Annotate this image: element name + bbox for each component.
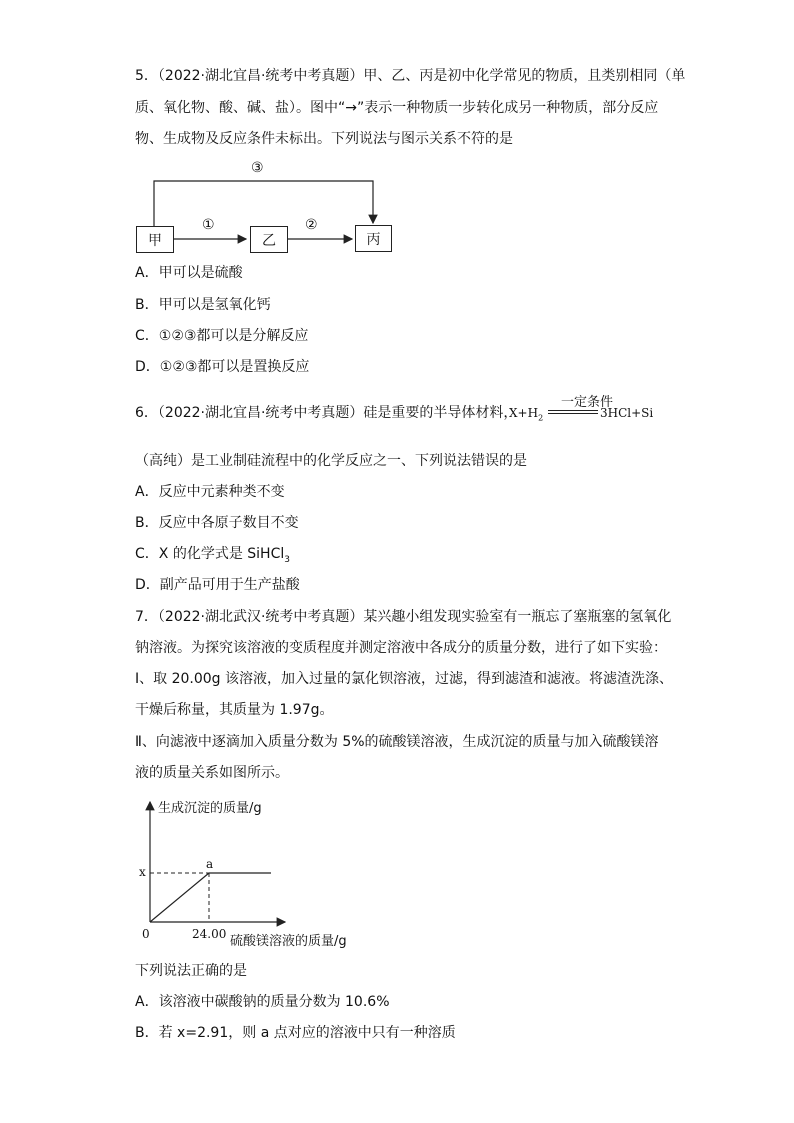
q7-stem-line-3: I、取 20.00g 该溶液，加入过量的氯化钡溶液，过滤，得到滤渣和滤液。将滤渣洗涤、 [135, 671, 673, 687]
q5-option-d: D．①②③都可以是置换反应 [135, 359, 310, 375]
x-tick-label: 24.00 [192, 927, 227, 941]
q7-stem-line-1: 7．（2022·湖北武汉·统考中考真题）某兴趣小组发现实验室有一瓶忘了塞瓶塞的氢氧化 [135, 609, 672, 625]
y-axis-label: 生成沉淀的质量/g [158, 801, 262, 816]
point-a-label: a [206, 857, 214, 871]
rising-segment [150, 873, 209, 922]
equation-right: 3HCl+Si [600, 406, 654, 420]
diagram-label-2: ② [305, 217, 318, 233]
q7-stem-line-4: 干燥后称量，其质量为 1.97g。 [135, 702, 334, 718]
q6-option-d: D．副产品可用于生产盐酸 [135, 577, 300, 593]
q6-option-c: C．X 的化学式是 SiHCl$_3$ [135, 546, 290, 565]
q5-stem-line-1: 5．（2022·湖北宜昌·统考中考真题）甲、乙、丙是初中化学常见的物质，且类别相同（单 [135, 68, 686, 84]
q7-prompt: 下列说法正确的是 [135, 963, 247, 979]
diagram-label-1: ① [202, 217, 215, 233]
origin-label: 0 [142, 927, 150, 941]
q6-option-b: B．反应中各原子数目不变 [135, 515, 299, 531]
q7-stem-line-5: Ⅱ、向滤液中逐滴加入质量分数为 5%的硫酸镁溶液，生成沉淀的质量与加入硫酸镁溶 [135, 734, 659, 750]
y-tick-label: x [139, 865, 146, 879]
q6-stem-line-1: 6．（2022·湖北宜昌·统考中考真题）硅是重要的半导体材料， [135, 405, 518, 421]
equation-left: $X+H_2$ [509, 406, 544, 423]
q6-stem-line-2: （高纯）是工业制硅流程中的化学反应之一、下列说法错误的是 [135, 453, 527, 469]
q5-option-a: A．甲可以是硫酸 [135, 265, 243, 281]
equation-condition: 一定条件 [561, 395, 614, 410]
diagram-node-c: 丙 [355, 225, 392, 252]
diagram-label-3: ③ [251, 160, 264, 176]
diagram-node-a: 甲 [136, 226, 174, 253]
x-axis-label: 硫酸镁溶液的质量/g [230, 934, 347, 949]
q7-stem-line-2: 钠溶液。为探究该溶液的变质程度并测定溶液中各成分的质量分数，进行了如下实验： [135, 640, 667, 656]
q5-option-b: B．甲可以是氢氧化钙 [135, 297, 271, 313]
q7-option-b: B．若 x=2.91，则 a 点对应的溶液中只有一种溶质 [135, 1025, 456, 1041]
diagram-node-b: 乙 [250, 226, 288, 253]
q5-option-c: C．①②③都可以是分解反应 [135, 328, 309, 344]
q5-stem-line-3: 物、生成物及反应条件未标出。下列说法与图示关系不符的是 [135, 131, 513, 147]
q7-option-a: A．该溶液中碳酸钠的质量分数为 10.6% [135, 994, 390, 1010]
q7-stem-line-6: 液的质量关系如图所示。 [135, 765, 289, 781]
q5-stem-line-2: 质、氧化物、酸、碱、盐）。图中“→”表示一种物质一步转化成另一种物质，部分反应 [135, 100, 659, 116]
q6-option-a: A．反应中元素种类不变 [135, 484, 285, 500]
